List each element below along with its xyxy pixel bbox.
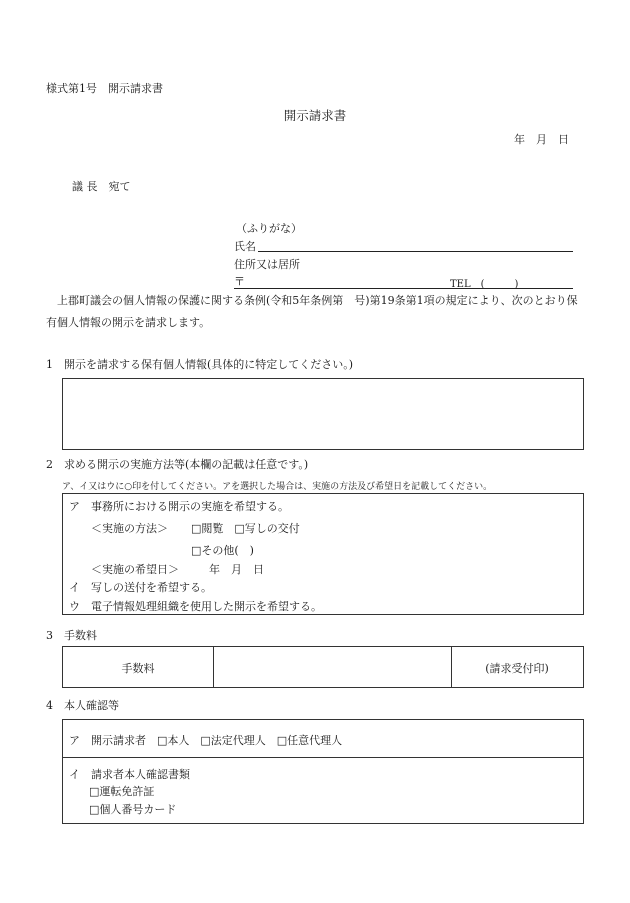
section2-note: ア、イ又はウに○印を付してください。アを選択した場合は、実施の方法及び希望日を記載してください。 (62, 482, 493, 492)
option-a[interactable]: ア 事務所における開示の実施を希望する。 (69, 500, 289, 513)
date-label: ＜実施の希望日＞ (91, 563, 179, 576)
section1-heading: 1 開示を請求する保有個人情報(具体的に特定してください。) (46, 358, 354, 371)
section3-heading: 3 手数料 (46, 629, 97, 642)
method-options[interactable]: □閲覧 □写しの交付 (191, 522, 300, 535)
fee-table (62, 646, 584, 688)
fee-divider-1 (213, 647, 214, 687)
address-label: 住所又は居所 (234, 258, 300, 271)
disclosure-method-box (62, 493, 584, 615)
addressee: 議 長 宛て (72, 180, 131, 193)
date-line: 年 月 日 (514, 133, 569, 146)
fee-amount-field[interactable] (215, 647, 451, 687)
identity-divider (63, 757, 583, 758)
intro-paragraph: 上郡町議会の個人情報の保護に関する条例(令和5年条例第 号)第19条第1項の規定により、次のとおり保有個人情報の開示を請求します。 (46, 294, 578, 329)
option-c[interactable]: ウ 電子情報処理組織を使用した開示を希望する。 (69, 600, 322, 613)
section2-heading: 2 求める開示の実施方法等(本欄の記載は任意です。) (46, 458, 309, 471)
requested-info-box[interactable] (62, 378, 584, 450)
stamp-label: (請求受付印) (485, 662, 549, 675)
preferred-date[interactable]: 年 月 日 (209, 563, 264, 576)
method-label: ＜実施の方法＞ (91, 522, 168, 535)
section4-heading: 4 本人確認等 (46, 699, 119, 712)
form-number: 様式第1号 開示請求書 (46, 82, 163, 95)
name-label: 氏名 (234, 240, 256, 253)
address-field[interactable] (234, 288, 573, 289)
page-title: 開示請求書 (283, 108, 347, 123)
id-option-license[interactable]: □運転免許証 (89, 785, 155, 798)
id-option-mynumber[interactable]: □個人番号カード (89, 803, 177, 816)
option-b[interactable]: イ 写しの送付を希望する。 (69, 581, 212, 594)
method-other[interactable]: □その他( ) (191, 544, 254, 557)
furigana-label: （ふりがな） (236, 222, 302, 235)
name-field[interactable] (258, 251, 573, 252)
id-doc-label: イ 請求者本人確認書類 (69, 768, 190, 781)
identity-table (62, 719, 584, 824)
requester-type[interactable]: ア 開示請求者 □本人 □法定代理人 □任意代理人 (69, 734, 343, 747)
postal-mark: 〒 (234, 275, 245, 288)
tel-label: TEL ( ) (450, 279, 519, 290)
fee-label: 手数料 (121, 662, 155, 675)
